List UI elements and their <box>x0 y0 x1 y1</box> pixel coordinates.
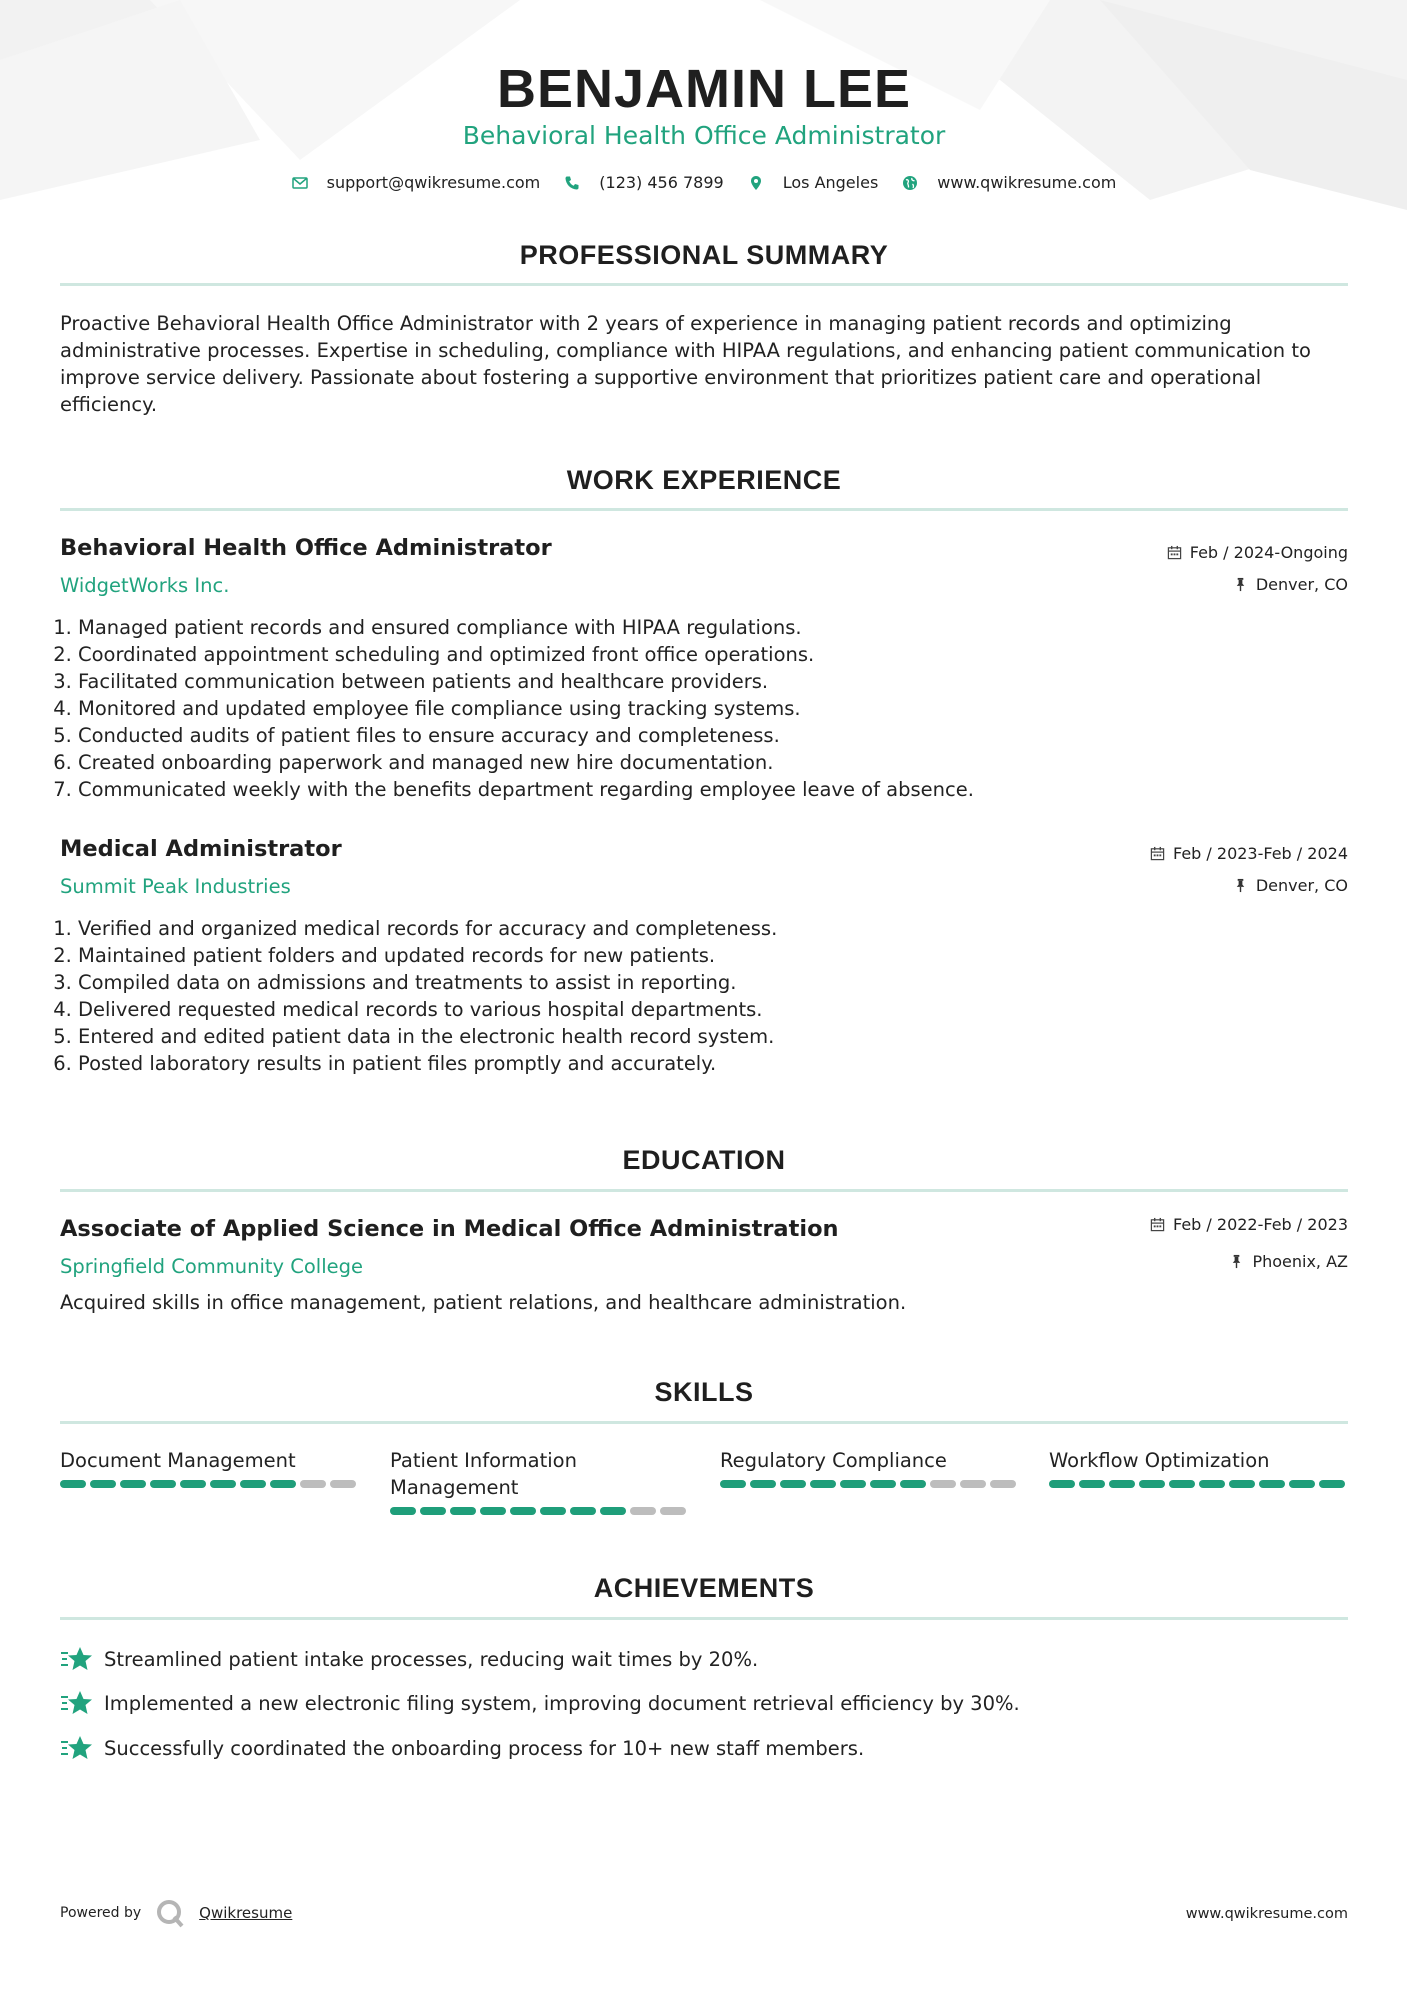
list-item: 4. Monitored and updated employee file compliance using tracking systems. <box>78 695 974 722</box>
skill-name: Workflow Optimization <box>1049 1449 1270 1472</box>
rating-dot-filled <box>480 1507 506 1515</box>
rating-dot-empty <box>960 1480 986 1488</box>
skill-rating <box>1049 1480 1349 1488</box>
rating-dot-empty <box>930 1480 956 1488</box>
skill-rating <box>60 1480 360 1488</box>
contact-email[interactable] <box>292 173 541 192</box>
star-icon <box>60 1645 92 1673</box>
rating-dot-filled <box>210 1480 236 1488</box>
job-dates-text: Feb / 2023-Feb / 2024 <box>1173 844 1348 863</box>
skill-document-management <box>60 1447 360 1488</box>
section-divider <box>60 1617 1348 1620</box>
phone-icon <box>564 175 580 191</box>
list-item: 6. Posted laboratory results in patient files promptly and accurately. <box>78 1050 777 1077</box>
section-title-achievements: ACHIEVEMENTS <box>593 1573 815 1603</box>
education-degree: Associate of Applied Science in Medical Office Administration <box>60 1216 839 1242</box>
pin-icon <box>1229 1254 1244 1269</box>
job-company: WidgetWorks Inc. <box>60 574 230 597</box>
skill-rating <box>720 1480 1020 1488</box>
rating-dot-filled <box>420 1507 446 1515</box>
section-title-education: EDUCATION <box>622 1145 786 1175</box>
achievement-item <box>60 1645 758 1673</box>
rating-dot-filled <box>1229 1480 1255 1488</box>
job-location-text: Denver, CO <box>1255 575 1348 594</box>
achievement-text: Implemented a new electronic filing system, improving document retrieval efficiency by 30%. <box>104 1691 1020 1715</box>
list-item: 1. Verified and organized medical records for accuracy and completeness. <box>78 915 777 942</box>
education-description: Acquired skills in office management, patient relations, and healthcare administration. <box>60 1291 907 1314</box>
rating-dot-filled <box>510 1507 536 1515</box>
section-divider <box>60 1421 1348 1424</box>
rating-dot-filled <box>1049 1480 1075 1488</box>
rating-dot-filled <box>1199 1480 1225 1488</box>
brand-link[interactable]: Qwikresume <box>199 1904 293 1922</box>
calendar-icon <box>1150 846 1165 861</box>
skill-workflow-optimization <box>1049 1447 1349 1488</box>
list-item: 2. Maintained patient folders and updated records for new patients. <box>78 942 777 969</box>
footer-website[interactable]: www.qwikresume.com <box>1185 1906 1348 1922</box>
candidate-role: Behavioral Health Office Administrator <box>462 121 946 150</box>
rating-dot-filled <box>540 1507 566 1515</box>
star-icon <box>60 1689 92 1717</box>
rating-dot-filled <box>870 1480 896 1488</box>
rating-dot-filled <box>810 1480 836 1488</box>
section-divider <box>60 508 1348 511</box>
skill-patient-information-management <box>390 1447 690 1515</box>
list-item: 2. Coordinated appointment scheduling and optimized front office operations. <box>78 641 974 668</box>
rating-dot-empty <box>990 1480 1016 1488</box>
rating-dot-filled <box>780 1480 806 1488</box>
powered-by-label: Powered by <box>60 1905 142 1921</box>
skill-name: Patient Information Management <box>390 1449 577 1499</box>
rating-dot-filled <box>840 1480 866 1488</box>
header-background <box>0 0 1407 240</box>
rating-dot-filled <box>1319 1480 1345 1488</box>
skill-name: Regulatory Compliance <box>720 1449 947 1472</box>
calendar-icon <box>1150 1217 1165 1232</box>
pin-icon <box>1233 878 1248 893</box>
rating-dot-filled <box>180 1480 206 1488</box>
section-title-skills: SKILLS <box>654 1377 754 1407</box>
rating-dot-filled <box>900 1480 926 1488</box>
skill-rating <box>390 1507 690 1515</box>
rating-dot-filled <box>390 1507 416 1515</box>
envelope-icon <box>292 175 308 191</box>
skill-regulatory-compliance <box>720 1447 1020 1488</box>
rating-dot-filled <box>1109 1480 1135 1488</box>
job-responsibilities <box>60 915 777 1077</box>
list-item: 7. Communicated weekly with the benefits department regarding employee leave of absence. <box>78 776 974 803</box>
rating-dot-filled <box>570 1507 596 1515</box>
qwikresume-logo-icon <box>155 1898 185 1928</box>
education-school: Springfield Community College <box>60 1255 364 1278</box>
rating-dot-filled <box>1079 1480 1105 1488</box>
list-item: 1. Managed patient records and ensured compliance with HIPAA regulations. <box>78 614 974 641</box>
list-item: 3. Facilitated communication between patients and healthcare providers. <box>78 668 974 695</box>
list-item: 5. Entered and edited patient data in the electronic health record system. <box>78 1023 777 1050</box>
rating-dot-empty <box>660 1507 686 1515</box>
list-item: 6. Created onboarding paperwork and managed new hire documentation. <box>78 749 974 776</box>
summary-text: Proactive Behavioral Health Office Administrator with 2 years of experience in managing patient records and optimizing administrative processes. Expertise in scheduling, compliance with HIPAA regulations, and enhancing patient communication to improve service delivery. Passionate about fostering a supportive environment that prioritizes patient care and operational efficiency. <box>60 312 1311 416</box>
achievement-item <box>60 1734 864 1762</box>
rating-dot-empty <box>300 1480 326 1488</box>
section-divider <box>60 283 1348 286</box>
map-marker-icon <box>748 175 764 191</box>
job-dates-text: Feb / 2024-Ongoing <box>1189 543 1348 562</box>
job-company: Summit Peak Industries <box>60 875 291 898</box>
education-dates <box>1150 1215 1348 1234</box>
job-location <box>1233 876 1348 895</box>
skill-name: Document Management <box>60 1449 296 1472</box>
calendar-icon <box>1167 545 1182 560</box>
achievement-item <box>60 1689 1020 1717</box>
rating-dot-filled <box>120 1480 146 1488</box>
rating-dot-empty <box>330 1480 356 1488</box>
candidate-name: BENJAMIN LEE <box>496 59 912 119</box>
job-location <box>1233 575 1348 594</box>
list-item: 4. Delivered requested medical records to various hospital departments. <box>78 996 777 1023</box>
job-dates <box>1167 543 1348 562</box>
section-divider <box>60 1189 1348 1192</box>
rating-dot-filled <box>270 1480 296 1488</box>
contact-website[interactable] <box>902 173 1116 192</box>
job-title: Medical Administrator <box>60 836 342 862</box>
email-text: support@qwikresume.com <box>326 173 541 192</box>
achievement-text: Successfully coordinated the onboarding process for 10+ new staff members. <box>104 1736 865 1760</box>
rating-dot-filled <box>1259 1480 1285 1488</box>
list-item: 5. Conducted audits of patient files to ensure accuracy and completeness. <box>78 722 974 749</box>
job-responsibilities <box>60 614 974 803</box>
education-dates-text: Feb / 2022-Feb / 2023 <box>1173 1215 1348 1234</box>
contact-bar <box>60 173 1348 192</box>
rating-dot-filled <box>150 1480 176 1488</box>
rating-dot-filled <box>240 1480 266 1488</box>
education-location-text: Phoenix, AZ <box>1252 1252 1348 1271</box>
globe-icon <box>902 175 918 191</box>
pin-icon <box>1233 577 1248 592</box>
rating-dot-filled <box>90 1480 116 1488</box>
achievement-text: Streamlined patient intake processes, reducing wait times by 20%. <box>104 1647 759 1671</box>
rating-dot-filled <box>1289 1480 1315 1488</box>
contact-phone[interactable] <box>564 173 723 192</box>
education-location <box>1229 1252 1348 1271</box>
rating-dot-filled <box>60 1480 86 1488</box>
list-item: 3. Compiled data on admissions and treatments to assist in reporting. <box>78 969 777 996</box>
job-title: Behavioral Health Office Administrator <box>60 535 552 561</box>
section-title-work: WORK EXPERIENCE <box>566 465 842 495</box>
phone-text: (123) 456 7899 <box>599 173 724 192</box>
job-location-text: Denver, CO <box>1255 876 1348 895</box>
rating-dot-filled <box>750 1480 776 1488</box>
job-dates <box>1150 844 1348 863</box>
location-text: Los Angeles <box>782 173 879 192</box>
rating-dot-empty <box>630 1507 656 1515</box>
website-text: www.qwikresume.com <box>937 173 1117 192</box>
rating-dot-filled <box>1139 1480 1165 1488</box>
footer-powered-by <box>60 1898 292 1928</box>
rating-dot-filled <box>1169 1480 1195 1488</box>
contact-location <box>748 173 879 192</box>
rating-dot-filled <box>600 1507 626 1515</box>
rating-dot-filled <box>450 1507 476 1515</box>
section-title-summary: PROFESSIONAL SUMMARY <box>519 240 889 270</box>
rating-dot-filled <box>720 1480 746 1488</box>
star-icon <box>60 1734 92 1762</box>
